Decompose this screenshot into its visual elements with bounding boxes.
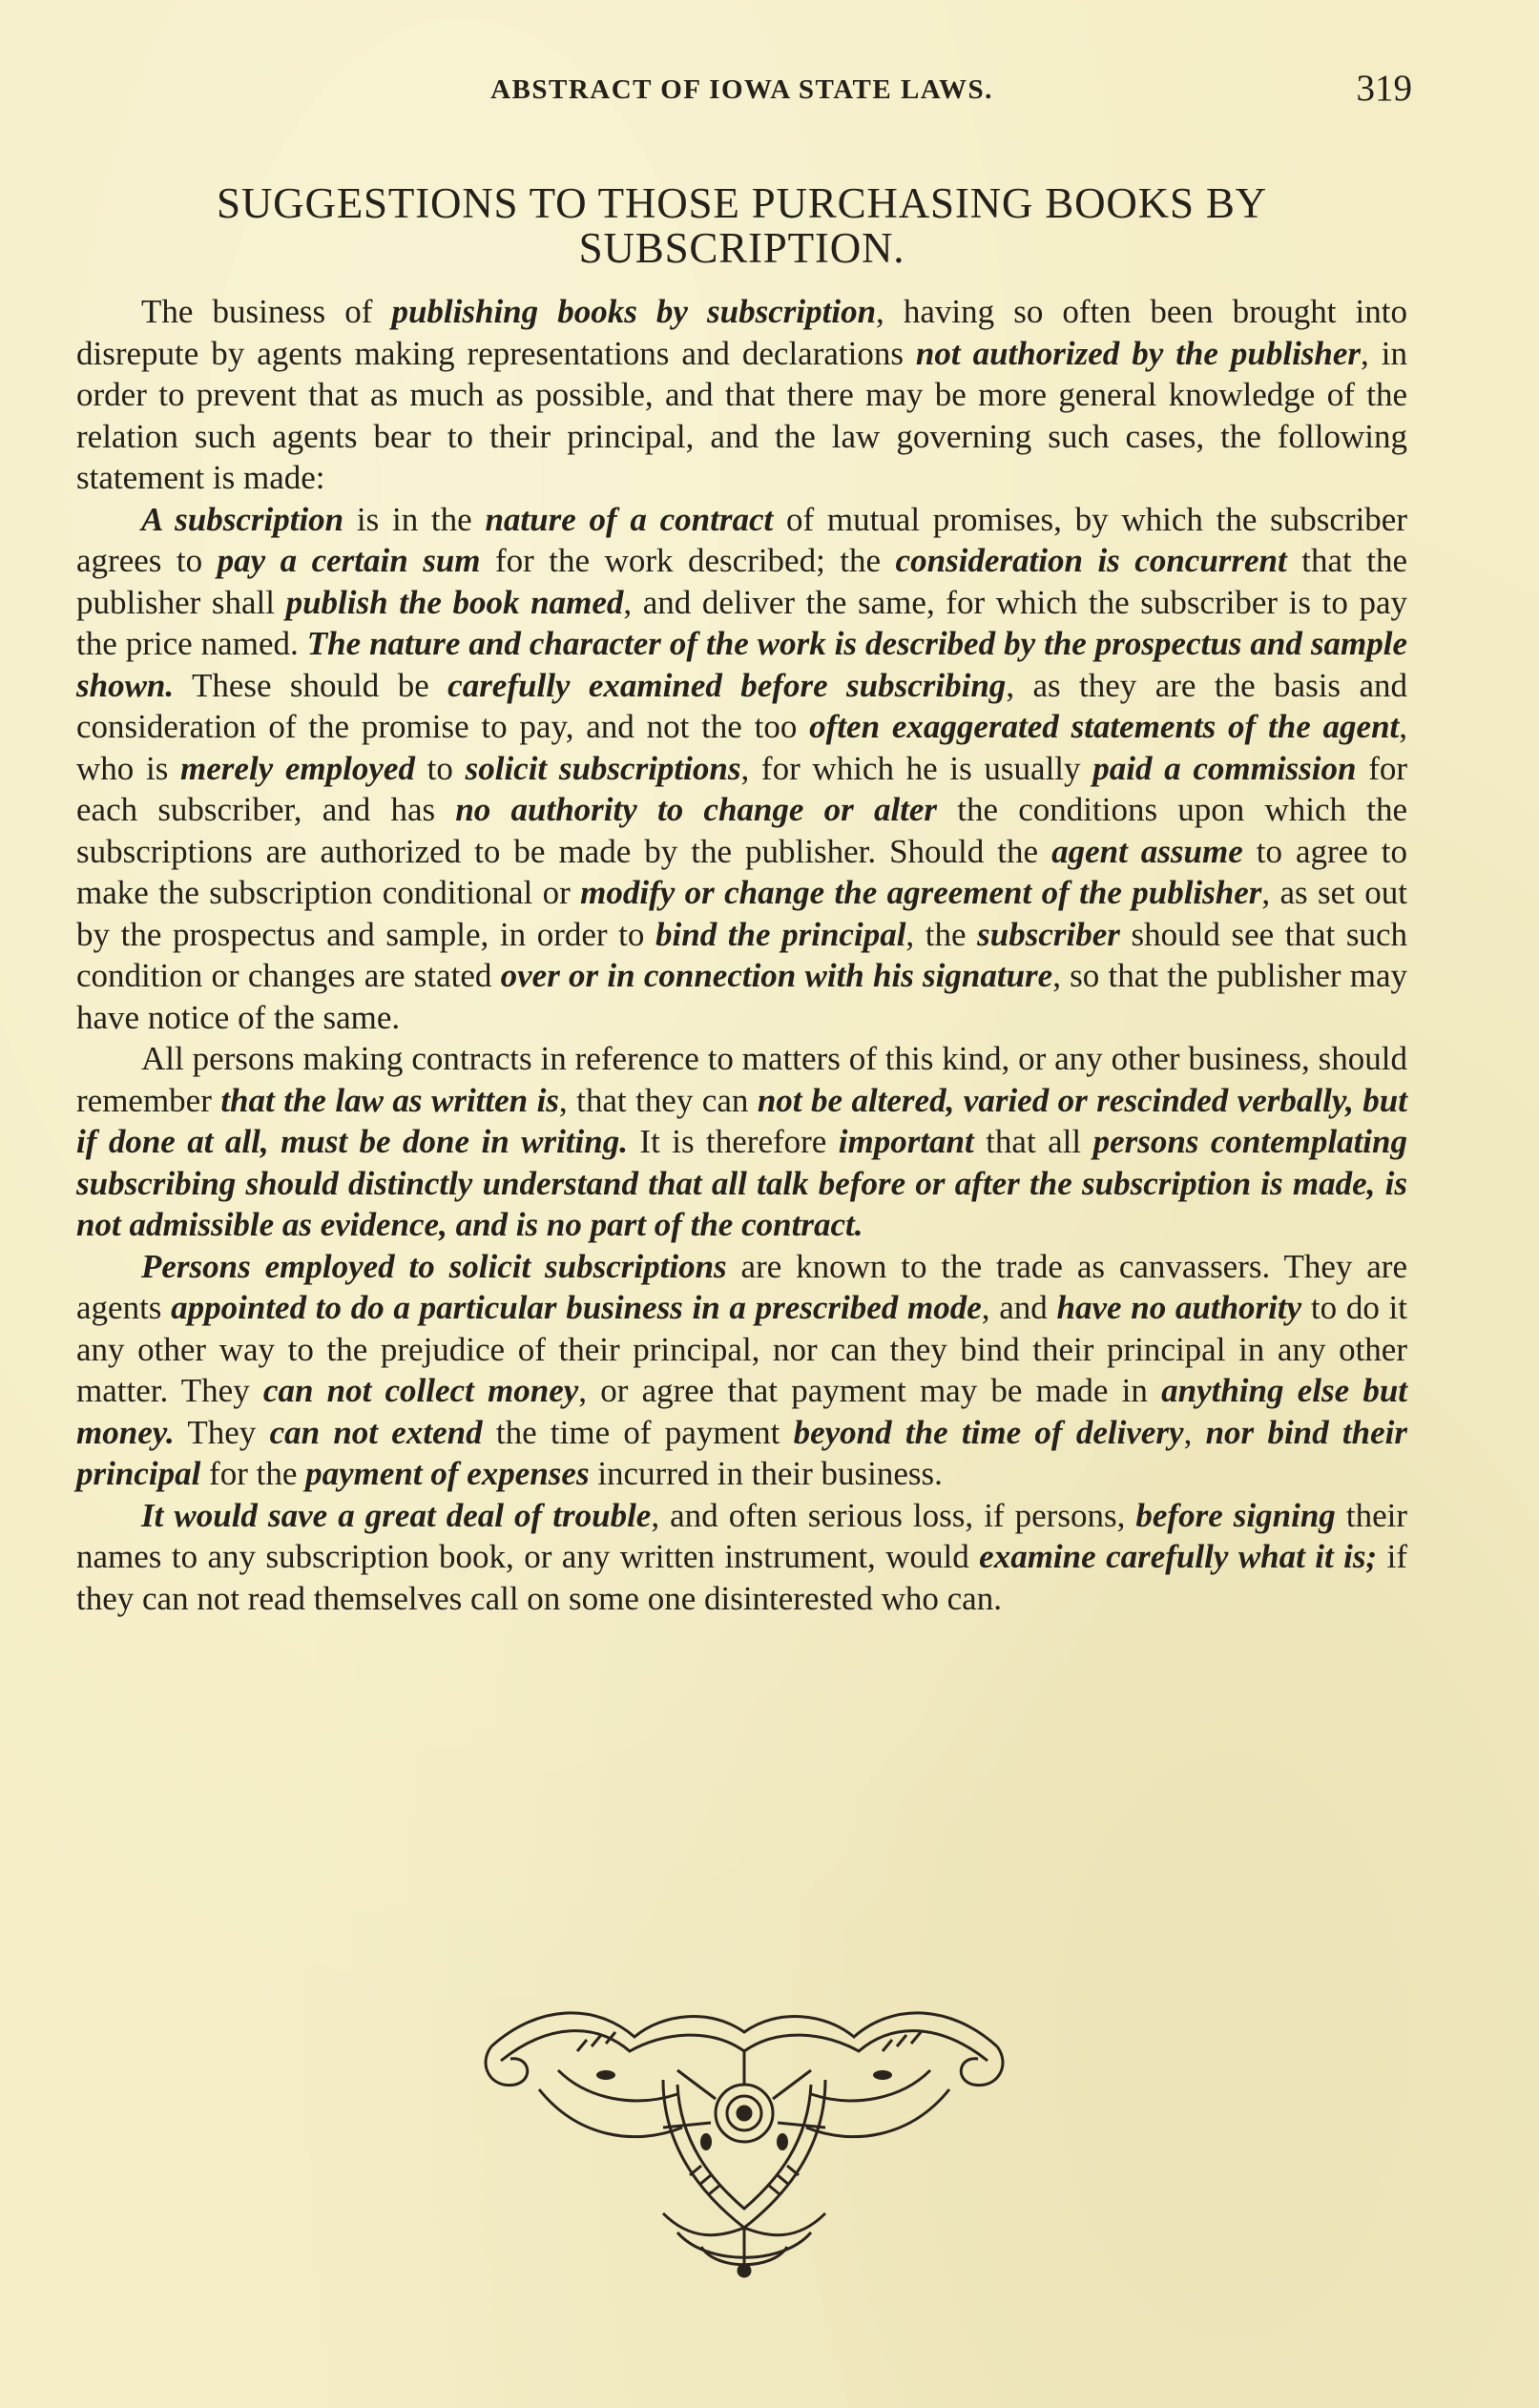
italic-phrase: anything else but money. [76,1372,1408,1451]
page-number: 319 [1356,68,1412,109]
italic-phrase: publish the book named [285,583,624,621]
text-run: to do it any other way to the prejudice of their principal, nor can they bind their principal in any other matter. They [76,1289,1407,1409]
italic-phrase: important [838,1123,974,1160]
italic-phrase: pay a certain sum [217,542,481,579]
italic-phrase: agent assume [1051,832,1243,870]
text-run: These should be [174,666,448,704]
text-run: , and often serious loss, if persons, [651,1496,1136,1534]
italic-phrase: carefully examined before subscribing [447,666,1007,704]
italic-phrase: can not collect money [262,1372,579,1409]
text-run: the conditions upon which the subscriptions are authorized to be made by the publisher. Should the [76,791,1407,870]
text-run: , [1183,1413,1206,1451]
text-run: , as set out by the prospectus and sample, in order to [76,874,1408,953]
italic-phrase: before signing [1135,1496,1336,1534]
italic-phrase: that the law as written is [220,1081,559,1119]
italic-phrase: consideration is concurrent [895,542,1287,579]
paragraph [76,1246,1407,1495]
italic-phrase: persons contemplating subscribing should distinctly understand that all talk before or after the subscription is made, is not admissible as evidence, and is no part of the contract. [76,1123,1407,1243]
italic-phrase: A subscription [141,500,344,538]
running-title: ABSTRACT OF IOWA STATE LAWS. [490,74,993,105]
text-run: , or agree that payment may be made in [578,1372,1162,1409]
section-title: SUGGESTIONS TO THOSE PURCHASING BOOKS BY SUBSCRIPTION. [217,179,1267,272]
text-run: that the publisher shall [76,542,1407,621]
text-run: of mutual promises, by which the subscriber agrees to [76,500,1407,579]
italic-phrase: Persons employed to solicit subscriptions [141,1247,727,1285]
italic-phrase: not be altered, varied or rescinded verbally, but if done at all, must be done in writing. [76,1081,1407,1160]
italic-phrase: payment of expenses [305,1455,590,1492]
text-run: The business of [141,293,392,330]
text-run: to agree to make the subscription conditional or [76,832,1407,911]
text-run: , the [905,915,978,953]
text-run: It is therefore [627,1123,839,1160]
text-run: the time of payment [482,1413,794,1451]
italic-phrase: no authority to change or alter [455,791,938,828]
text-run: for the [200,1455,306,1492]
text-run: should see that such condition or changes are stated [76,915,1407,994]
body-text [76,291,1407,1619]
text-run: their names to any subscription book, or any written instrument, would [76,1496,1407,1575]
text-run: , and deliver the same, for which the subscriber is to pay the price named. [76,583,1408,662]
paragraph [76,291,1407,499]
italic-phrase: bind the principal [655,915,906,953]
text-run: , having so often been brought into disrepute by agents making representations and declarations [76,293,1407,372]
italic-phrase: can not extend [269,1413,483,1451]
text-run: , in order to prevent that as much as possible, and that there may be more general knowledge of the relation such agents bear to their principal, and the law governing such cases, the following statement is made: [76,334,1407,496]
italic-phrase: publishing books by subscription [391,293,877,330]
italic-phrase: nor bind their principal [76,1413,1407,1492]
text-run: that all [973,1123,1093,1160]
text-run: All persons making contracts in reference to matters of this kind, or any other business, should remember [76,1040,1407,1119]
italic-phrase: beyond the time of delivery [793,1413,1184,1451]
text-run: for each subscriber, and has [76,749,1408,828]
text-run: , who is [76,708,1408,787]
running-head [76,65,1412,113]
italic-phrase: merely employed [180,749,415,787]
italic-phrase: often exaggerated statements of the agent [809,708,1400,745]
italic-phrase: modify or change the agreement of the publisher [580,874,1262,911]
text-run: , and [981,1289,1057,1326]
text-run: , so that the publisher may have notice of the same. [76,957,1407,1036]
italic-phrase: It would save a great deal of trouble [141,1496,652,1534]
text-run: to [414,749,466,787]
italic-phrase: appointed to do a particular business in a prescribed mode [171,1289,982,1326]
text-run: , that they can [558,1081,758,1119]
italic-phrase: over or in connection with his signature [500,957,1053,994]
italic-phrase: examine carefully what it is; [979,1538,1378,1575]
italic-phrase: not authorized by the publisher [915,334,1362,372]
italic-phrase: paid a commission [1092,749,1357,787]
text-run: They [174,1413,270,1451]
text-run: if they can not read themselves call on some one disinterested who can. [76,1538,1408,1617]
text-run: is in the [343,500,486,538]
text-run: incurred in their business. [589,1455,943,1492]
paragraph [76,1038,1407,1246]
italic-phrase: have no authority [1056,1289,1302,1326]
decorative-ornament-icon [472,1994,1016,2280]
text-run: , for which he is usually [740,749,1093,787]
italic-phrase: solicit subscriptions [465,749,741,787]
italic-phrase: The nature and character of the work is described by the prospectus and sample shown. [76,625,1407,704]
italic-phrase: subscriber [977,915,1120,953]
italic-phrase: nature of a contract [485,500,774,538]
text-run: for the work described; the [480,542,896,579]
paragraph [76,499,1407,1039]
text-run: are known to the trade as canvassers. They are agents [76,1247,1407,1326]
text-run: , as they are the basis and consideration of the promise to pay, and not the too [76,666,1407,745]
paragraph [76,1495,1407,1620]
